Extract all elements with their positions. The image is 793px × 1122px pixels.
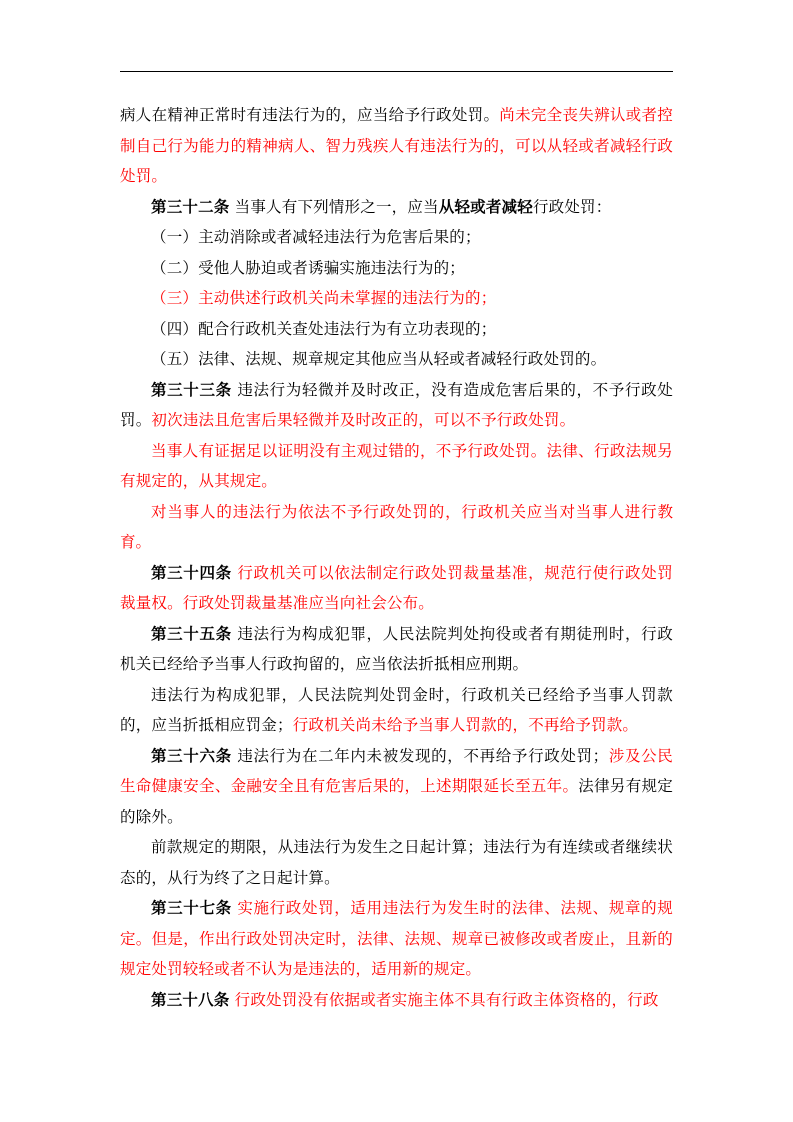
list-item bbox=[120, 253, 673, 284]
text-run: 行政机关可以依法制定行政处罚裁量基准，规范行使行政处罚裁量权。行政处罚裁量基准应当向社会公布。 bbox=[120, 563, 673, 612]
text-run: （四）配合行政机关查处违法行为有立功表现的； bbox=[151, 319, 497, 338]
text-run: （三）主动供述行政机关尚未掌握的违法行为的； bbox=[151, 289, 497, 307]
paragraph-article-32 bbox=[120, 192, 673, 223]
article-heading: 第三十六条 bbox=[151, 745, 232, 765]
text-run: （二）受他人胁迫或者诱骗实施违法行为的； bbox=[151, 258, 466, 277]
text-run: 违法行为构成犯罪，人民法院判处罚金时，行政机关已经给予当事人罚款的，应当折抵相应罚金； bbox=[120, 685, 673, 734]
article-heading: 第三十四条 bbox=[151, 562, 232, 582]
text-run: 初次违法且危害后果轻微并及时改正的，可以不予行政处罚。 bbox=[151, 411, 576, 429]
paragraph-article-33 bbox=[120, 375, 673, 436]
list-item bbox=[120, 283, 673, 314]
document-body bbox=[120, 100, 673, 1015]
paragraph-article-35 bbox=[120, 619, 673, 680]
paragraph-article-34 bbox=[120, 558, 673, 619]
article-heading: 第三十七条 bbox=[151, 898, 232, 917]
paragraph bbox=[120, 436, 673, 497]
text-run: （一）主动消除或者减轻违法行为危害后果的； bbox=[151, 228, 481, 246]
paragraph bbox=[120, 832, 673, 893]
article-heading: 第三十五条 bbox=[151, 623, 232, 643]
header-rule bbox=[120, 71, 673, 72]
text-run: 行政处罚没有依据或者实施主体不具有行政主体资格的，行政 bbox=[229, 990, 659, 1009]
text-run: 行政机关尚未给予当事人罚款的，不再给予罚款。 bbox=[292, 716, 639, 734]
paragraph-article-36 bbox=[120, 741, 673, 833]
list-item bbox=[120, 222, 673, 253]
text-run: 法律另有规定的除外。 bbox=[120, 777, 673, 826]
text-run: 违法行为构成犯罪，人民法院判处拘役或者有期徒刑时，行政机关已经给予当事人行政拘留的，应当依法折抵相应刑期。 bbox=[120, 624, 673, 673]
paragraph bbox=[120, 497, 673, 558]
list-item bbox=[120, 314, 673, 345]
text-run: 实施行政处罚，适用违法行为发生时的法律、法规、规章的规定。但是，作出行政处罚决定时，法律、法规、规章已被修改或者废止，且新的规定处罚较轻或者不认为是违法的，适用新的规定。 bbox=[120, 899, 673, 978]
text-run: 行政处罚： bbox=[532, 197, 612, 216]
text-run: 违法行为在二年内未被发现的，不再给予行政处罚； bbox=[231, 746, 609, 765]
text-run: 涉及公民生命健康安全、金融安全且有危害后果的，上述期限延长至五年。 bbox=[120, 746, 673, 795]
paragraph-article-38 bbox=[120, 985, 673, 1016]
article-heading: 第三十八条 bbox=[151, 989, 230, 1009]
text-run: 对当事人的违法行为依法不予行政处罚的，行政机关应当对当事人进行教育。 bbox=[120, 502, 673, 551]
text-run: 病人在精神正常时有违法行为的，应当给予行政处罚。 bbox=[120, 106, 500, 124]
text-run: 当事人有下列情形之一，应当 bbox=[229, 197, 439, 216]
text-run: 从轻或者减轻 bbox=[438, 196, 533, 216]
article-heading: 第三十三条 bbox=[151, 379, 232, 399]
text-run: 尚未完全丧失辨认或者控制自己行为能力的精神病人、智力残疾人有违法行为的，可以从轻或者减轻行政处罚。 bbox=[120, 106, 673, 185]
paragraph bbox=[120, 680, 673, 741]
text-run: 前款规定的期限，从违法行为发生之日起计算；违法行为有连续或者继续状态的，从行为终了之日起计算。 bbox=[120, 838, 673, 887]
list-item bbox=[120, 344, 673, 375]
paragraph-article-37 bbox=[120, 893, 673, 985]
text-run: （五）法律、法规、规章规定其他应当从轻或者减轻行政处罚的。 bbox=[151, 350, 607, 368]
text-run: 违法行为轻微并及时改正，没有造成危害后果的，不予行政处罚。 bbox=[120, 380, 673, 429]
paragraph bbox=[120, 100, 673, 192]
text-run: 当事人有证据足以证明没有主观过错的，不予行政处罚。法律、行政法规另有规定的，从其规定。 bbox=[120, 441, 673, 490]
article-heading: 第三十二条 bbox=[151, 196, 230, 216]
